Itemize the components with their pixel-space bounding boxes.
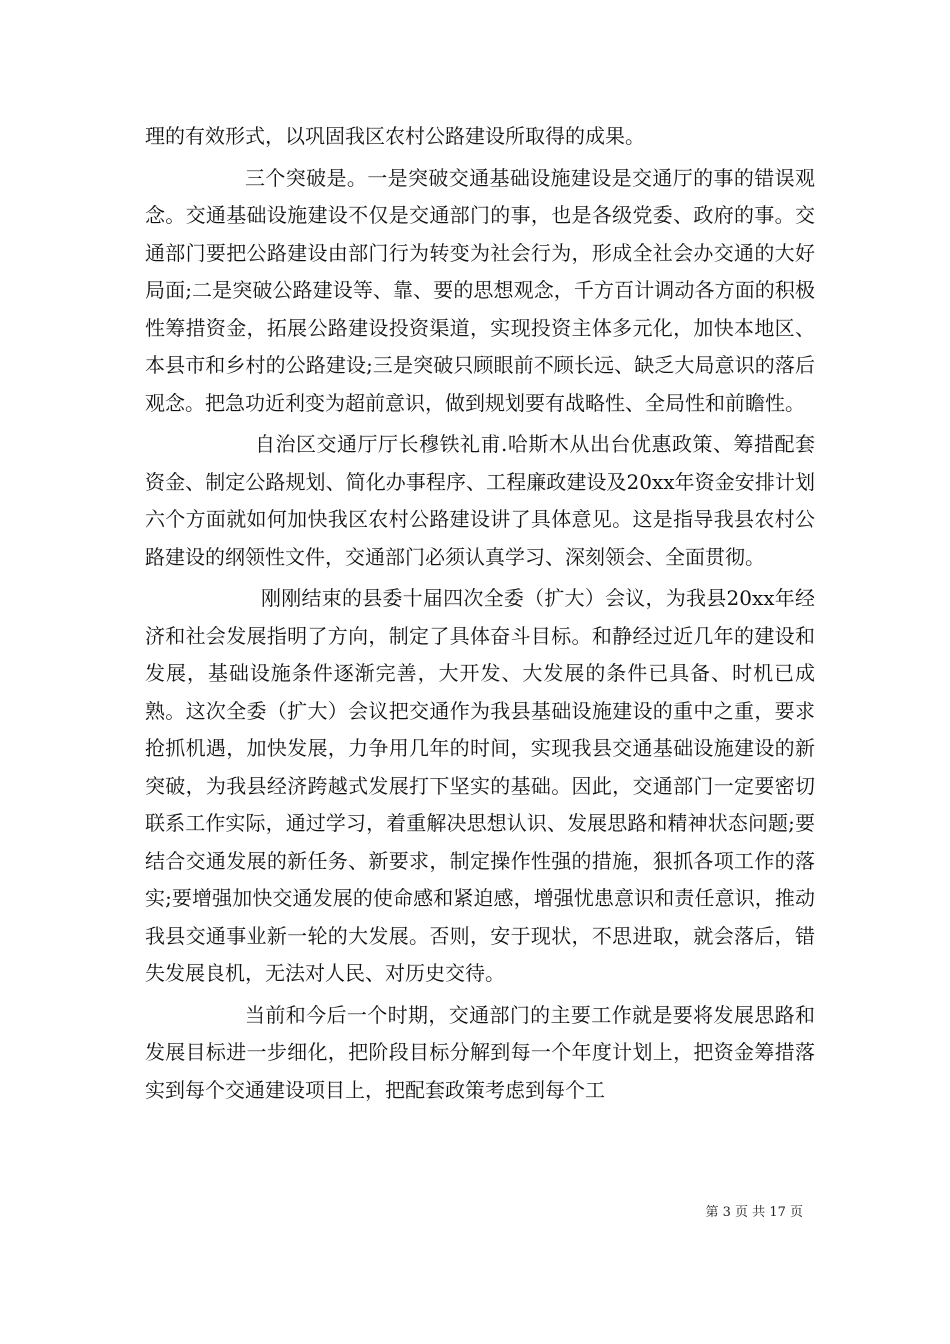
page-number-footer: 第 3 页 共 17 页: [705, 1205, 803, 1220]
paragraph-county-committee-meeting: 刚刚结束的县委十届四次全委（扩大）会议，为我县20xx年经济和社会发展指明了方向，制定了具体奋斗目标。和静经过近几年的建设和发展，基础设施条件逐渐完善，大开发、大发展的条件已具备、时机已成熟。这次全委（扩大）会议把交通作为我县基础设施建设的重中之重，要求抢抓机遇，加快发展，力争用几年的时间，实现我县交通基础设施建设的新突破，为我县经济跨越式发展打下坚实的基础。因此，交通部门一定要密切联系工作实际，通过学习，着重解决思想认识、发展思路和精神状态问题;要结合交通发展的新任务、新要求，制定操作性强的措施，狠抓各项工作的落实;要增强加快交通发展的使命感和紧迫感，增强忧患意识和责任意识，推动我县交通事业新一轮的大发展。否则，安于现状，不思进取，就会落后，错失发展良机，无法对人民、对历史交待。: [145, 586, 815, 985]
paragraph-department-head-opinions: 自治区交通厅厅长穆铁礼甫.哈斯木从出台优惠政策、筹措配套资金、制定公路规划、简化办事程序、工程廉政建设及20xx年资金安排计划六个方面就如何加快我区农村公路建设讲了具体意见。这是指导我县农村公路建设的纲领性文件，交通部门必须认真学习、深刻领会、全面贯彻。: [145, 432, 815, 569]
paragraph-main-tasks: 当前和今后一个时期，交通部门的主要工作就是要将发展思路和发展目标进一步细化，把阶段目标分解到每一个年度计划上，把资金筹措落实到每个交通建设项目上，把配套政策考虑到每个工: [145, 1002, 815, 1102]
paragraph-continuation: 理的有效形式，以巩固我区农村公路建设所取得的成果。: [145, 124, 645, 148]
body-text: [145, 118, 815, 1109]
paragraph-three-breakthroughs: 三个突破是。一是突破交通基础设施建设是交通厅的事的错误观念。交通基础设施建设不仅是交通部门的事，也是各级党委、政府的事。交通部门要把公路建设由部门行为转变为社会行为，形成全社会办交通的大好局面;二是突破公路建设等、靠、要的思想观念，千方百计调动各方面的积极性筹措资金，拓展公路建设投资渠道，实现投资主体多元化，加快本地区、本县市和乡村的公路建设;三是突破只顾眼前不顾长远、缺乏大局意识的落后观念。把急功近利变为超前意识，做到规划要有战略性、全局性和前瞻性。: [145, 165, 815, 415]
